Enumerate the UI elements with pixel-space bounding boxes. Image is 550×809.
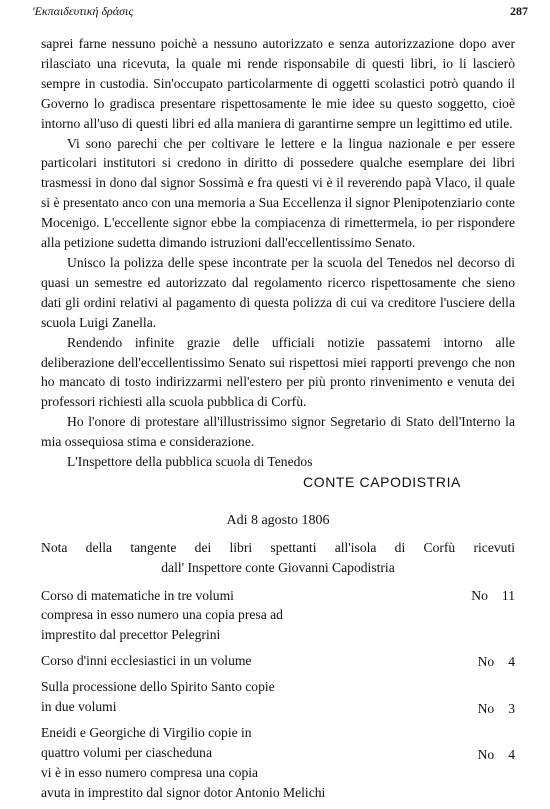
item-quantity: [478, 699, 515, 719]
quantity-value: 3: [508, 701, 515, 717]
item-line: quattro volumi per ciascheduna: [41, 744, 212, 760]
item-line: Eneidi e Georgiche di Virgilio copie in: [41, 725, 252, 740]
item-line: vi è in esso numero compresa una copia: [41, 764, 259, 780]
list-item: [41, 723, 515, 803]
paragraph: Ho l'onore di protestare all'illustrissimo signor Segretario di Stato dell'Interno la mia ossequiosa stima e considerazione.: [41, 414, 515, 450]
signature-line: L'Inspettore della pubblica scuola di Tenedos: [67, 454, 313, 470]
quantity-label: No: [477, 747, 495, 762]
item-quantity: [478, 745, 515, 765]
paragraph: saprei farne nessuno poichè a nessuno autorizzato e senza autorizzazione dopo aver rilasciato una ricevuta, la quale mi rende risponsabile di questi libri, io li lascierò sempre in custodia. Sin'occupato particolarmente di oggetti scolastici potrò quando il Governo lo gradisca presentare rispettosamente le mie idee su questo soggetto, cioè intorno all'uso di questi libri ed alla maniera di garantirne sempre un legittimo ed utile.: [41, 36, 515, 131]
quantity-label: No: [477, 701, 495, 717]
quantity-value: 4: [508, 747, 515, 762]
item-line: Corso di matematiche in tre volumi: [41, 587, 234, 603]
list-item: [41, 586, 515, 646]
date-heading: Adi 8 agosto 1806: [226, 512, 330, 528]
item-line: avuta in imprestito dal signor dotor Antonio Melichi: [41, 784, 326, 800]
item-line: Corso d'inni ecclesiastici in un volume: [41, 653, 252, 669]
item-quantity: [471, 586, 515, 606]
item-line: imprestito dal precettor Pelegrini: [41, 627, 221, 643]
paragraph: Unisco la polizza delle spese incontrate per la scuola del Tenedos nel decorso di quasi un semestre ed autorizzato dal regolamento ricercо rispettosamente che sieno dati gli ordini relativi al pagamento di questa polizza di cui va creditore l'usciere della scuola Luigi Zanella.: [41, 254, 515, 330]
running-title: 'Εκπαιδευτική δράσις: [32, 4, 134, 18]
list-item: [41, 651, 515, 671]
book-list: [41, 586, 515, 803]
document-body: [41, 34, 515, 809]
paragraph: Rendendo infinite grazie delle ufficiali notizie passatemi intorno alle deliberazione dell'eccellentissimo Senato sui rispettosi miei rapporti prevengo che non ho mancato di tosto indirizzarmi nell'estero per più pronto rinvenimento e venuta dei professori richiesti alla scuola pubblica di Corfù.: [41, 334, 515, 410]
list-item: [41, 677, 515, 717]
signature-name: CONTE CAPODISTRIA: [303, 473, 461, 490]
nota-title: Nota della tangente dei libri spettanti all'isola di Corfù ricevuti: [41, 539, 515, 555]
quantity-label: No: [471, 587, 488, 603]
nota-heading: [41, 538, 515, 578]
quantity-label: No: [477, 654, 495, 670]
item-quantity: [478, 652, 515, 672]
nota-subtitle: dall' Inspettore conte Giovanni Capodistria: [161, 559, 395, 575]
quantity-value: 4: [508, 654, 515, 670]
paragraph: Vi sono parechi che per coltivare le lettere e la lingua nazionale e per essere particolari institutori si credono in diritto di possedere qualche esemplare dei libri trasmessi in dono dal signor Sossimà e fra questi vi è il reverendo papà Vlaco, il quale si è presentato anco con una memoria a Sua Eccellenza il signor Plenipotenziario conte Mocenigo. L'eccellente signor ebbe la compiacenza di rimettermela, io per rispondere alla petizione sudetta dimando istruzioni dall'eccellentissimo Senato.: [41, 135, 515, 251]
item-line: compresa in esso numero una copia presa ad: [41, 607, 283, 623]
page-header: [32, 4, 528, 20]
item-line: Sulla processione dello Spirito Santo copie: [41, 679, 275, 695]
item-line: in due volumi: [41, 699, 117, 715]
quantity-value: 11: [501, 587, 515, 603]
page-number: 287: [510, 4, 528, 18]
